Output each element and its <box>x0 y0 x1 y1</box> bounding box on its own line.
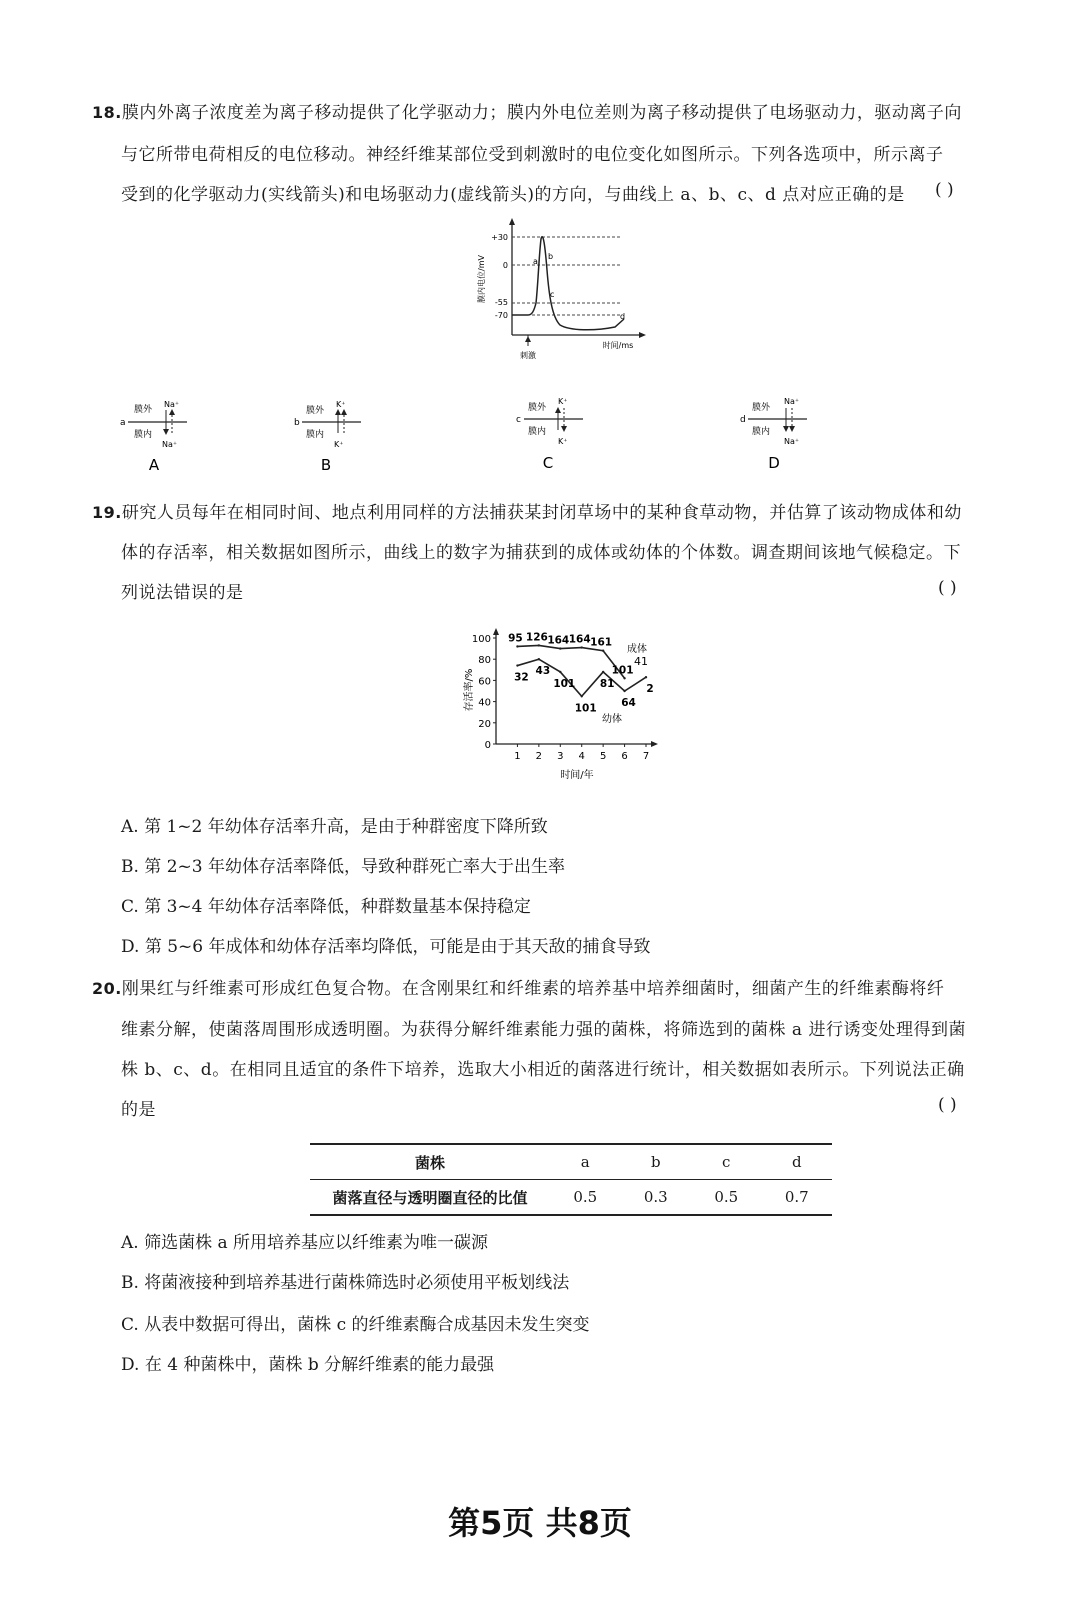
data-label: 164 <box>568 633 591 646</box>
table-cell: 0.7 <box>762 1180 833 1216</box>
q18-option-b-diagram <box>286 395 376 475</box>
data-label: 126 <box>525 631 548 644</box>
table-cell: 菌落直径与透明圈直径的比值 <box>310 1180 550 1216</box>
option-a-ion-top: Na⁺ <box>164 400 180 409</box>
data-point <box>538 644 540 646</box>
point-a-label: a <box>533 257 538 266</box>
point-b-label: b <box>548 252 554 261</box>
q18-option-d-diagram <box>732 392 822 474</box>
data-point <box>623 690 625 692</box>
q19-number: 19. <box>92 503 122 522</box>
x-tick-label: 7 <box>642 751 650 762</box>
data-point <box>538 658 540 660</box>
option-c-outside: 膜外 <box>528 403 547 413</box>
option-b-outside: 膜外 <box>306 406 325 416</box>
option-b-ion-bottom: K⁺ <box>334 440 344 449</box>
option-b-inside: 膜内 <box>306 430 325 440</box>
q20-answer-paren: ( ) <box>938 1095 957 1115</box>
data-point <box>559 647 561 649</box>
q19-line2: 体的存活率，相关数据如图所示，曲线上的数字为捕获到的成体或幼体的个体数。调查期间该地气候稳定。下 <box>121 543 961 563</box>
y-tick-label: 100 <box>471 634 491 645</box>
table-header-cell: d <box>762 1144 833 1180</box>
option-c-inside: 膜内 <box>528 427 547 437</box>
q20-line3: 株 b、c、d。在相同且适宜的条件下培养，选取大小相近的菌落进行统计，相关数据如表所示。下列说法正确 <box>121 1060 965 1080</box>
table-cell: 0.5 <box>550 1180 621 1216</box>
option-c-ion-bottom: K⁺ <box>558 437 568 446</box>
option-b-letter: B <box>320 456 332 474</box>
table-header-cell: a <box>550 1144 621 1180</box>
option-a-inside: 膜内 <box>134 430 153 440</box>
q19-line3: 列说法错误的是 <box>121 583 244 603</box>
data-label: 101 <box>574 702 597 715</box>
data-label: 64 <box>621 697 636 709</box>
option-d-ion-bottom: Na⁺ <box>784 437 800 446</box>
q19-option-d: D. 第 5~6 年成体和幼体存活率均降低，可能是由于其天敌的捕食导致 <box>121 937 651 957</box>
option-d-ion-top: Na⁺ <box>784 397 800 406</box>
graph-xlabel: 时间/ms <box>602 341 634 350</box>
data-point <box>516 664 518 666</box>
q19-line1: 19.研究人员每年在相同时间、地点利用同样的方法捕获某封闭草场中的某种食草动物，并估算了该动物成体和幼 <box>92 503 962 523</box>
point-d-label: d <box>620 312 626 321</box>
data-point <box>581 646 583 648</box>
option-b-ion-top: K⁺ <box>336 400 346 409</box>
table-header-cell: 菌株 <box>310 1144 550 1180</box>
q18-line3: 受到的化学驱动力(实线箭头)和电场驱动力(虚线箭头)的方向，与曲线上 a、b、c、d 点对应正确的是 <box>121 185 905 205</box>
data-label: 161 <box>590 636 613 649</box>
table-cell: 0.5 <box>691 1180 762 1216</box>
option-a-ion-bottom: Na⁺ <box>162 440 178 449</box>
q20-option-a: A. 筛选菌株 a 所用培养基应以纤维素为唯一碳源 <box>121 1233 489 1253</box>
q20-line2: 维素分解，使菌落周围形成透明圈。为获得分解纤维素能力强的菌株，将筛选到的菌株 a 进行诱变处理得到菌 <box>121 1020 966 1040</box>
option-d-inside: 膜内 <box>752 427 771 437</box>
q20-option-b: B. 将菌液接种到培养基进行菌株筛选时必须使用平板划线法 <box>121 1273 570 1293</box>
q18-answer-paren: ( ) <box>935 180 954 200</box>
y-tick-label: 80 <box>478 655 491 667</box>
series-line-adult <box>517 645 624 678</box>
q20-option-d: D. 在 4 种菌株中，菌株 b 分解纤维素的能力最强 <box>121 1355 495 1375</box>
data-point <box>516 645 518 647</box>
y-tick-label: 0 <box>484 740 491 751</box>
x-axis-arrow <box>651 741 658 747</box>
page-footer: 第5页 共8页 <box>448 1504 632 1542</box>
stimulus-label: 刺激 <box>520 351 536 360</box>
data-label: 101 <box>611 664 634 677</box>
q20-number: 20. <box>92 979 122 998</box>
table-header-cell: c <box>691 1144 762 1180</box>
q20-line4: 的是 <box>121 1100 156 1120</box>
data-point <box>645 676 647 678</box>
q19-option-b: B. 第 2~3 年幼体存活率降低，导致种群死亡率大于出生率 <box>121 857 565 877</box>
option-c-letter: C <box>542 454 554 472</box>
option-c-point: c <box>516 415 521 425</box>
data-point <box>559 671 561 673</box>
data-point <box>602 671 604 673</box>
option-d-outside: 膜外 <box>752 403 771 413</box>
q20-option-c: C. 从表中数据可得出，菌株 c 的纤维素酶合成基因未发生突变 <box>121 1315 590 1335</box>
point-c-label: c <box>550 290 555 299</box>
table-row <box>310 1180 832 1216</box>
q18-option-c-diagram <box>508 392 598 474</box>
q18-line2: 与它所带电荷相反的电位移动。神经纤维某部位受到刺激时的电位变化如图所示。下列各选项中，所示离子 <box>121 145 944 165</box>
graph-ylabel: 膜内电位/mV <box>477 255 486 303</box>
y-tick-label: 40 <box>478 697 491 709</box>
option-c-ion-top: K⁺ <box>558 397 568 406</box>
ytick-0: 0 <box>502 261 508 270</box>
x-tick-label: 2 <box>535 751 543 762</box>
data-label: 2 <box>646 683 654 696</box>
legend-adult: 成体 <box>627 644 647 655</box>
data-point <box>602 650 604 652</box>
data-label: 95 <box>508 632 523 645</box>
option-a-point: a <box>120 418 126 428</box>
q19-answer-paren: ( ) <box>938 578 957 598</box>
data-label: 81 <box>599 677 615 690</box>
y-axis-arrow <box>493 628 499 635</box>
data-point <box>581 695 583 697</box>
q18-number: 18. <box>92 103 122 122</box>
ytick-minus70: -70 <box>494 311 508 320</box>
table-header-cell: b <box>621 1144 692 1180</box>
y-tick-label: 60 <box>478 676 491 688</box>
data-point <box>623 677 625 679</box>
option-d-letter: D <box>768 454 780 472</box>
extra-count-label: 41 <box>634 655 648 668</box>
option-b-point: b <box>294 418 300 428</box>
x-tick-label: 4 <box>578 751 585 762</box>
x-tick-label: 6 <box>621 751 628 762</box>
option-a-letter: A <box>148 456 160 474</box>
x-tick-label: 5 <box>599 751 607 762</box>
table-header-row <box>310 1144 832 1180</box>
ytick-plus30: +30 <box>491 233 508 242</box>
chart-ylabel: 存活率/% <box>464 668 475 712</box>
data-label: 164 <box>547 634 570 647</box>
q20-line1: 20.刚果红与纤维素可形成红色复合物。在含刚果红和纤维素的培养基中培养细菌时，细菌产生的纤维素酶将纤 <box>92 979 945 999</box>
q18-line1: 18.膜内外离子浓度差为离子移动提供了化学驱动力；膜内外电位差则为离子移动提供了电场驱动力，驱动离子向 <box>92 103 962 123</box>
option-d-point: d <box>740 415 746 425</box>
chart-xlabel: 时间/年 <box>560 770 594 781</box>
x-tick-label: 1 <box>514 751 521 762</box>
strain-table <box>310 1143 832 1216</box>
q19-option-c: C. 第 3~4 年幼体存活率降低，种群数量基本保持稳定 <box>121 897 531 917</box>
action-potential-graph <box>470 215 660 365</box>
ytick-minus55: -55 <box>494 298 508 307</box>
data-label: 101 <box>553 677 576 690</box>
data-label: 32 <box>514 671 529 684</box>
data-label: 43 <box>535 665 551 678</box>
q19-option-a: A. 第 1~2 年幼体存活率升高，是由于种群密度下降所致 <box>121 817 548 837</box>
table-cell: 0.3 <box>621 1180 692 1216</box>
option-a-outside: 膜外 <box>134 405 153 415</box>
y-tick-label: 20 <box>478 718 491 730</box>
x-tick-label: 3 <box>557 751 564 762</box>
legend-juvenile: 幼体 <box>602 714 622 725</box>
survival-rate-chart <box>462 620 662 782</box>
q18-option-a-diagram <box>112 395 202 475</box>
